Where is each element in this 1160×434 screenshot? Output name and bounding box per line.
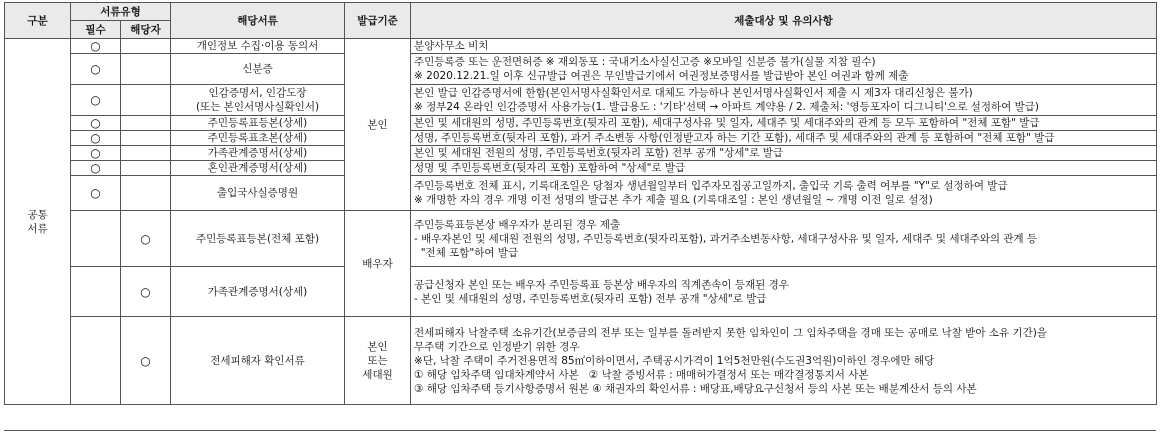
header-issue-basis: 발급기준 bbox=[345, 3, 411, 39]
notes-line: ① 해당 임차주택 임대차계약서 사본 ② 낙찰 증빙서류 : 매매허가결정서 또는 매각결정통지서 사본 bbox=[414, 368, 869, 381]
header-category: 구분 bbox=[5, 3, 71, 39]
notes-line: - 배우자본인 및 세대원 전원의 성명, 주민등록번호(뒷자리포함), 과거주소변동사항, 세대구성사유 및 일자, 세대주 및 세대주와의 관계 등 bbox=[414, 232, 1038, 245]
notes-cell bbox=[411, 161, 1157, 176]
document-name-line: 출입국사실증명원 bbox=[216, 187, 299, 199]
required-mark-empty bbox=[71, 211, 121, 267]
notes-line: 주민등록번호 전체 표시, 기록대조일은 당첨자 생년월일부터 입주자모집공고일까지, 출입국 기록 출력 여부를 "Y"로 설정하여 발급 bbox=[414, 180, 1008, 192]
basis-line: 본인 bbox=[367, 340, 388, 353]
category-label-line2: 서류 bbox=[27, 222, 48, 235]
document-name-line: 신분증 bbox=[242, 63, 273, 75]
required-mark: ○ bbox=[71, 54, 121, 85]
document-name-cell bbox=[171, 146, 345, 161]
required-mark: ○ bbox=[71, 116, 121, 131]
notes-line: 분양사무소 비치 bbox=[414, 40, 489, 52]
document-name-line: 가족관계증명서(상세) bbox=[207, 285, 308, 298]
required-mark: ○ bbox=[71, 39, 121, 54]
notes-line: 성명 및 주민등록번호(뒷자리 포함) 포함하여 "상세"로 발급 bbox=[414, 162, 686, 174]
notes-line: 주민등록표등본상 배우자가 분리된 경우 제출 bbox=[414, 218, 621, 231]
required-mark: ○ bbox=[71, 176, 121, 211]
document-name-line: 인감증명서, 인감도장 bbox=[208, 87, 307, 99]
applicable-mark-empty bbox=[121, 176, 171, 211]
required-mark: ○ bbox=[71, 131, 121, 146]
notes-line: 공급신청자 본인 또는 배우자 주민등록표 등본상 배우자의 직계존속이 등재된 경우 bbox=[414, 278, 789, 291]
document-name-line: 혼인관계증명서(상세) bbox=[207, 162, 308, 174]
notes-line: 전세피해자 낙찰주택 소유기간(보증금의 전부 또는 일부를 돌려받지 못한 임차인이 그 임차주택을 경매 또는 공매로 낙찰 받아 소유 기간)을 bbox=[414, 326, 1047, 339]
document-name-line: (또는 본인서명사실확인서) bbox=[195, 101, 320, 113]
applicable-mark-empty bbox=[121, 116, 171, 131]
issue-basis-self: 본인 bbox=[345, 39, 411, 211]
applicable-mark-empty bbox=[121, 39, 171, 54]
required-documents-table bbox=[4, 2, 1157, 405]
notes-line: ※ 2020.12.21.일 이후 신규발급 여권은 무인발급기에서 여권정보증명서를 발급받아 본인 여권과 함께 제출 bbox=[414, 70, 909, 82]
basis-line: 세대원 bbox=[362, 368, 393, 381]
notes-line: ③ 해당 임차주택 등기사항증명서 원본 ④ 채권자의 확인서류 : 배당표,배당요구신청서 등의 사본 또는 배분계산서 등의 사본 bbox=[414, 382, 977, 395]
required-mark: ○ bbox=[71, 85, 121, 116]
document-name-line: 전세피해자 확인서류 bbox=[210, 354, 305, 367]
header-required: 필수 bbox=[71, 21, 121, 39]
header-applicable: 해당자 bbox=[121, 21, 171, 39]
notes-cell bbox=[411, 317, 1157, 405]
required-mark: ○ bbox=[71, 146, 121, 161]
header-notes: 제출대상 및 유의사항 bbox=[411, 3, 1157, 39]
notes-line: "전체 포함"하여 발급 bbox=[414, 246, 519, 259]
notes-line: 무주택 기간으로 인정받기 위한 경우 bbox=[414, 340, 580, 353]
header-doc-type: 서류유형 bbox=[71, 3, 171, 21]
document-name-cell bbox=[171, 85, 345, 116]
notes-line: 주민등록증 또는 운전면허증 ※ 재외동포 : 국내거소사실신고증 ※모바일 신분증 불가(실물 지참 필수) bbox=[414, 56, 876, 68]
notes-cell bbox=[411, 176, 1157, 211]
notes-line: 본인 및 세대원의 성명, 주민등록번호(뒷자리 포함), 세대구성사유 및 일자, 세대주 및 세대주와의 관계 등 모두 포함하여 "전체 포함" 발급 bbox=[414, 117, 1040, 129]
document-name-cell bbox=[171, 116, 345, 131]
document-name-cell bbox=[171, 317, 345, 405]
notes-cell bbox=[411, 116, 1157, 131]
issue-basis-self-or-household bbox=[345, 317, 411, 405]
applicable-mark-empty bbox=[121, 161, 171, 176]
required-mark-empty bbox=[71, 317, 121, 405]
document-name-cell bbox=[171, 161, 345, 176]
notes-line: - 본인 및 세대원의 성명, 주민등록번호(뒷자리 포함) 전부 공개 "상세"로 발급 bbox=[414, 292, 767, 305]
required-mark: ○ bbox=[71, 161, 121, 176]
required-mark-empty bbox=[71, 267, 121, 317]
header-document: 해당서류 bbox=[171, 3, 345, 39]
document-name-cell bbox=[171, 54, 345, 85]
applicable-mark: ○ bbox=[121, 267, 171, 317]
document-name-line: 주민등록표초본(상세) bbox=[207, 132, 308, 144]
applicable-mark-empty bbox=[121, 85, 171, 116]
applicable-mark: ○ bbox=[121, 211, 171, 267]
document-name-cell bbox=[171, 267, 345, 317]
document-name-line: 개인정보 수집·이용 동의서 bbox=[196, 40, 319, 52]
notes-cell bbox=[411, 39, 1157, 54]
applicable-mark-empty bbox=[121, 54, 171, 85]
notes-line: ※ 개명한 자의 경우 개명 이전 성명의 발급본 추가 제출 필요 (기록대조일 : 본인 생년월일 ~ 개명 이전 일로 설정) bbox=[414, 194, 933, 206]
document-name-cell bbox=[171, 176, 345, 211]
document-name-line: 가족관계증명서(상세) bbox=[207, 147, 308, 159]
category-label-line1: 공통 bbox=[27, 208, 48, 221]
next-row-cut-edge bbox=[4, 430, 1156, 434]
document-name-line: 주민등록표등본(상세) bbox=[207, 117, 308, 129]
notes-line: 본인 및 세대원 전원의 성명, 주민등록번호(뒷자리 포함) 전부 공개 "상세"로 발급 bbox=[414, 147, 784, 159]
notes-cell bbox=[411, 211, 1157, 267]
applicable-mark: ○ bbox=[121, 317, 171, 405]
notes-line: 본인 발급 인감증명서에 한함(본인서명사실확인서로 대체도 가능하나 본인서명사실확인서 제출 시 제3자 대리신청은 불가) bbox=[414, 87, 973, 99]
notes-cell bbox=[411, 146, 1157, 161]
document-name-cell bbox=[171, 39, 345, 54]
notes-cell bbox=[411, 54, 1157, 85]
issue-basis-spouse: 배우자 bbox=[345, 211, 411, 317]
document-name-cell bbox=[171, 131, 345, 146]
applicable-mark-empty bbox=[121, 146, 171, 161]
document-name-line: 주민등록표등본(전체 포함) bbox=[195, 232, 320, 245]
notes-cell bbox=[411, 131, 1157, 146]
notes-line: ※단, 낙찰 주택이 주거전용면적 85㎡이하이면서, 주택공시가격이 1억5천만원(수도권3억원)이하인 경우에만 해당 bbox=[414, 354, 935, 367]
notes-line: 성명, 주민등록번호(뒷자리 포함), 과거 주소변동 사항(인정받고자 하는 기간 포함), 세대주 및 세대주와의 관계 등 포함하여 "전체 포함" 발급 bbox=[414, 132, 1055, 144]
category-cell bbox=[5, 39, 71, 405]
applicable-mark-empty bbox=[121, 131, 171, 146]
basis-line: 또는 bbox=[367, 354, 388, 367]
document-name-cell bbox=[171, 211, 345, 267]
notes-line: ※ 정부24 온라인 인감증명서 사용가능(1. 발급용도 : '기타'선택 → 아파트 계약용 / 2. 제출처: '영등포자이 디그니티'으로 설정하여 발급) bbox=[414, 101, 1039, 113]
notes-cell bbox=[411, 85, 1157, 116]
notes-cell bbox=[411, 267, 1157, 317]
